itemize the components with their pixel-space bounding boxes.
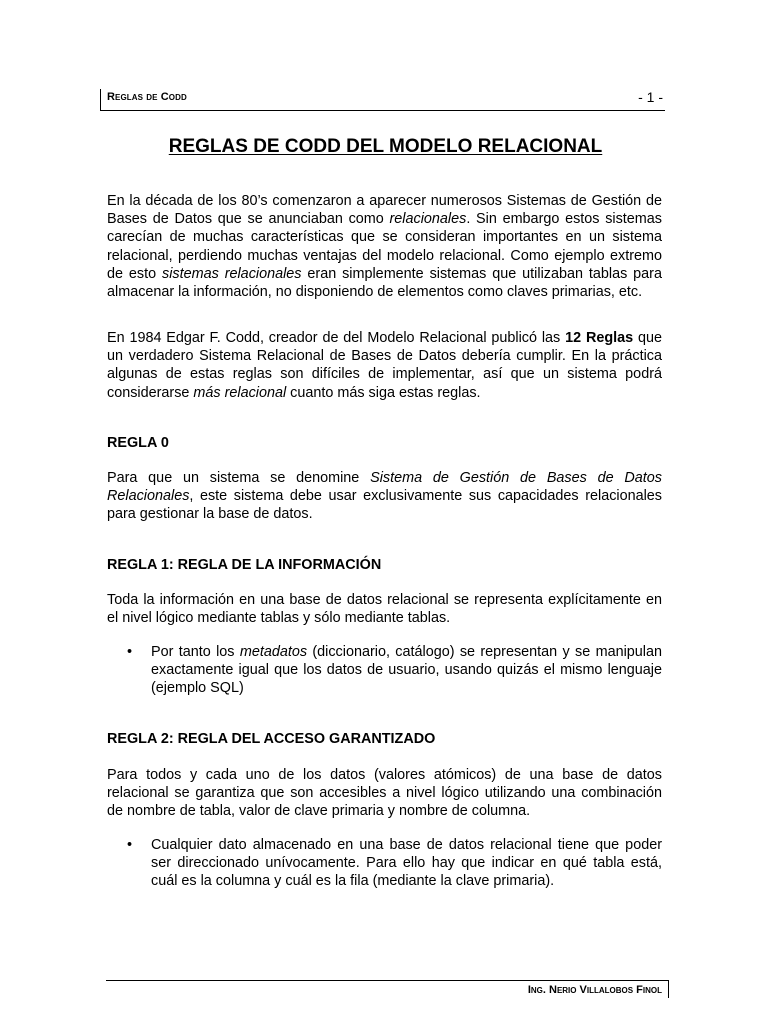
rule-1-paragraph: Toda la información en una base de datos relacional se representa explícitamente en el nivel lógico mediante tablas y sólo mediante tablas.: [107, 592, 662, 627]
rule-1-heading: REGLA 1: REGLA DE LA INFORMACIÓN: [107, 557, 382, 573]
page-header: [100, 89, 665, 111]
intro-paragraph-2: En 1984 Edgar F. Codd, creador de del Modelo Relacional publicó las 12 Reglas que un verdadero Sistema Relacional de Bases de Datos debería cumplir. En la práctica algunas de estas reglas son difíciles de implementar, así que un sistema podrá considerarse más relacional cuanto más siga estas reglas.: [107, 330, 662, 401]
bullet-text: Cualquier dato almacenado en una base de datos relacional tiene que poder ser direccionado unívocamente. Para ello hay que indicar en qué tabla está, cuál es la columna y cuál es la fila (mediante la clave primaria).: [151, 837, 662, 890]
bullet-point: •: [127, 837, 133, 853]
header-title: Reglas de Codd: [107, 91, 187, 103]
intro-paragraph-1: En la década de los 80’s comenzaron a aparecer numerosos Sistemas de Gestión de Bases de Datos que se anunciaban como relacionales. Sin embargo estos sistemas carecían de muchas características que se consideran importantes en un sistema relacional, perdiendo muchas ventajas del modelo relacional. Como ejemplo extremo de esto sistemas relacionales eran simplemente sistemas que utilizaban tablas para almacenar la información, no disponiendo de elementos como claves primarias, etc.: [107, 193, 662, 301]
bullet-point: •: [127, 644, 133, 660]
bullet-text: Por tanto los metadatos (diccionario, catálogo) se representan y se manipulan exactamente igual que los datos de usuario, usando quizás el mismo lenguaje (ejemplo SQL): [151, 644, 662, 697]
rule-0-heading: REGLA 0: [107, 435, 169, 451]
rule-2-heading: REGLA 2: REGLA DEL ACCESO GARANTIZADO: [107, 731, 436, 747]
document-title: REGLAS DE CODD DEL MODELO RELACIONAL: [168, 136, 603, 157]
page-number: - 1 -: [638, 89, 663, 105]
footer-author: Ing. Nerio Villalobos Finol: [527, 984, 662, 996]
rule-2-paragraph: Para todos y cada uno de los datos (valores atómicos) de una base de datos relacional se garantiza que son accesibles a nivel lógico utilizando una combinación de nombre de tabla, valor de clave primaria y nombre de columna.: [107, 767, 662, 820]
page-footer: [106, 980, 669, 998]
rule-0-paragraph: Para que un sistema se denomine Sistema de Gestión de Bases de Datos Relacionales, este sistema debe usar exclusivamente sus capacidades relacionales para gestionar la base de datos.: [107, 470, 662, 523]
